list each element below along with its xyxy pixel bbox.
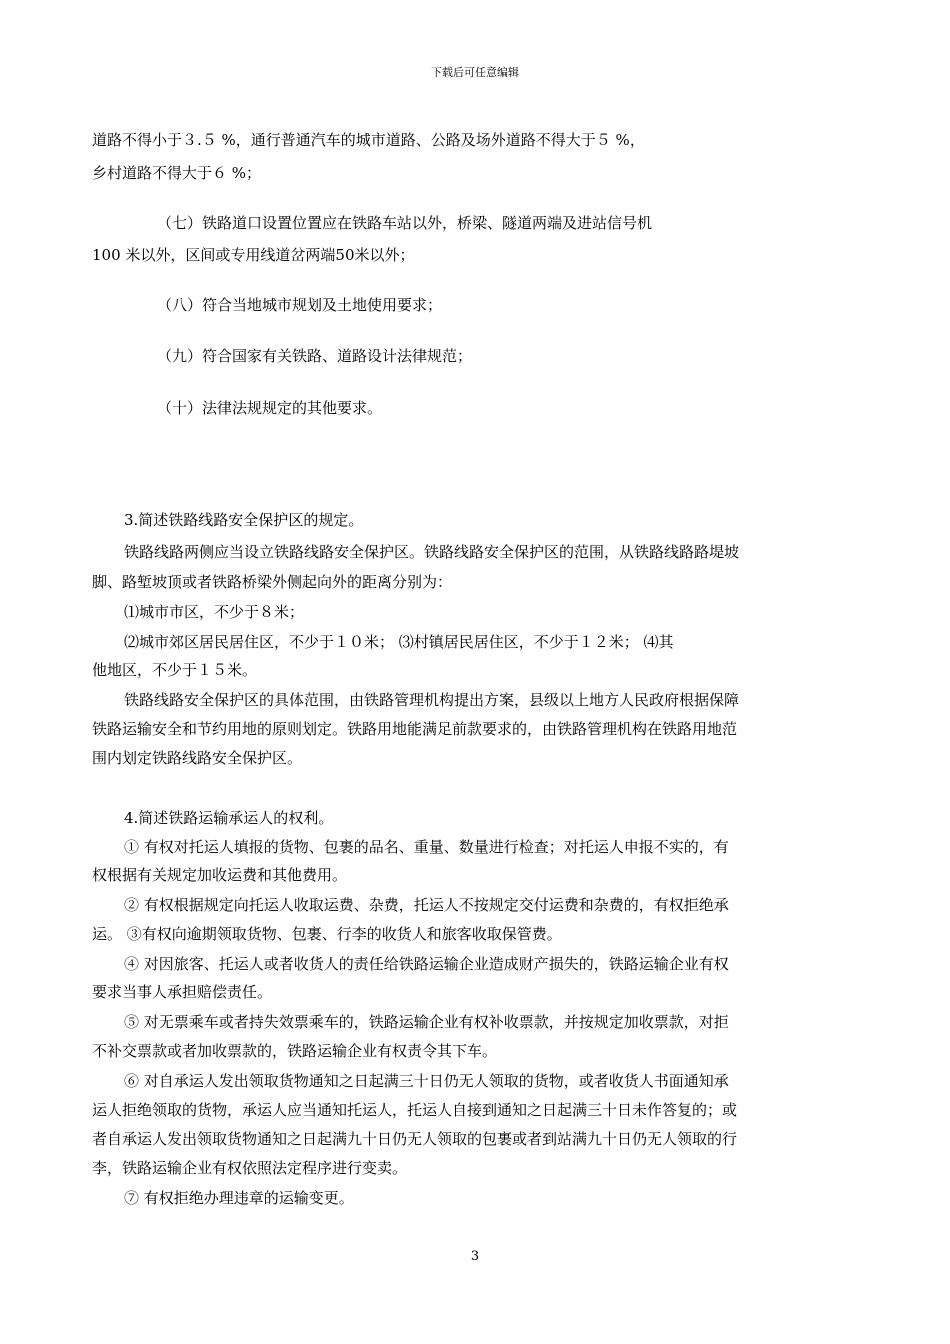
page-number: 3 — [470, 1249, 480, 1264]
text-line: 运。 ③有权向逾期领取货物、包裹、行李的收货人和旅客收取保管费。 — [92, 925, 562, 943]
text-line: ⑴城市市区，不少于８米； — [124, 603, 305, 621]
text-line: 要求当事人承担赔偿责任。 — [92, 983, 273, 1001]
text-line: ① 有权对托运人填报的货物、包裹的品名、重量、数量进行检查；对托运人申报不实的，有 — [124, 838, 729, 856]
text-line: 他地区，不少于１５米。 — [92, 661, 258, 679]
text-line: 4.简述铁路运输承运人的权利。 — [124, 809, 334, 827]
text-line: ④ 对因旅客、托运人或者收货人的责任给铁路运输企业造成财产损失的，铁路运输企业有权 — [124, 955, 729, 973]
text-line: 100 米以外，区间或专用线道岔两端50米以外； — [92, 246, 415, 264]
text-line: 铁路线路安全保护区的具体范围，由铁路管理机构提出方案，县级以上地方人民政府根据保障 — [124, 691, 740, 709]
text-line: （九）符合国家有关铁路、道路设计法律规范； — [157, 347, 473, 365]
text-line: 者自承运人发出领取货物通知之日起满九十日仍无人领取的包裹或者到站满九十日仍无人领取的行 — [92, 1130, 738, 1148]
text-line: ⑦ 有权拒绝办理违章的运输变更。 — [124, 1189, 354, 1207]
text-line: （八）符合当地城市规划及土地使用要求； — [157, 296, 443, 314]
text-line: 铁路运输安全和节约用地的原则划定。铁路用地能满足前款要求的，由铁路管理机构在铁路用地范 — [92, 720, 738, 738]
text-line: （七）铁路道口设置位置应在铁路车站以外，桥梁、隧道两端及进站信号机 — [157, 214, 653, 232]
text-line: 3.简述铁路线路安全保护区的规定。 — [124, 511, 364, 529]
text-line: ⑤ 对无票乘车或者持失效票乘车的，铁路运输企业有权补收票款，并按规定加收票款，对拒 — [124, 1013, 729, 1031]
text-line: 脚、路堑坡顶或者铁路桥梁外侧起向外的距离分别为： — [92, 573, 453, 591]
text-line: 乡村道路不得大于６ %； — [92, 164, 262, 182]
text-line: 李，铁路运输企业有权依照法定程序进行变卖。 — [92, 1159, 408, 1177]
text-line: 铁路线路两侧应当设立铁路线路安全保护区。铁路线路安全保护区的范围，从铁路线路路堤坡 — [124, 543, 740, 561]
text-line: （十）法律法规规定的其他要求。 — [157, 399, 383, 417]
text-line: 围内划定铁路线路安全保护区。 — [92, 749, 303, 767]
text-line: ⑥ 对自承运人发出领取货物通知之日起满三十日仍无人领取的货物，或者收货人书面通知承 — [124, 1072, 729, 1090]
text-line: ⑵城市郊区居民居住区，不少于１０米； ⑶村镇居民居住区，不少于１２米； ⑷其 — [124, 633, 674, 651]
text-line: 不补交票款或者加收票款的，铁路运输企业有权责令其下车。 — [92, 1042, 498, 1060]
text-line: 运人拒绝领取的货物，承运人应当通知托运人，托运人自接到通知之日起满三十日未作答复的；或 — [92, 1101, 738, 1119]
text-line: 权根据有关规定加收运费和其他费用。 — [92, 866, 348, 884]
page-header: 下载后可任意编辑 — [431, 66, 519, 79]
text-line: ② 有权根据规定向托运人收取运费、杂费，托运人不按规定交付运费和杂费的，有权拒绝承 — [124, 896, 729, 914]
text-line: 道路不得小于３.５ %，通行普通汽车的城市道路、公路及场外道路不得大于５ %， — [92, 131, 645, 149]
